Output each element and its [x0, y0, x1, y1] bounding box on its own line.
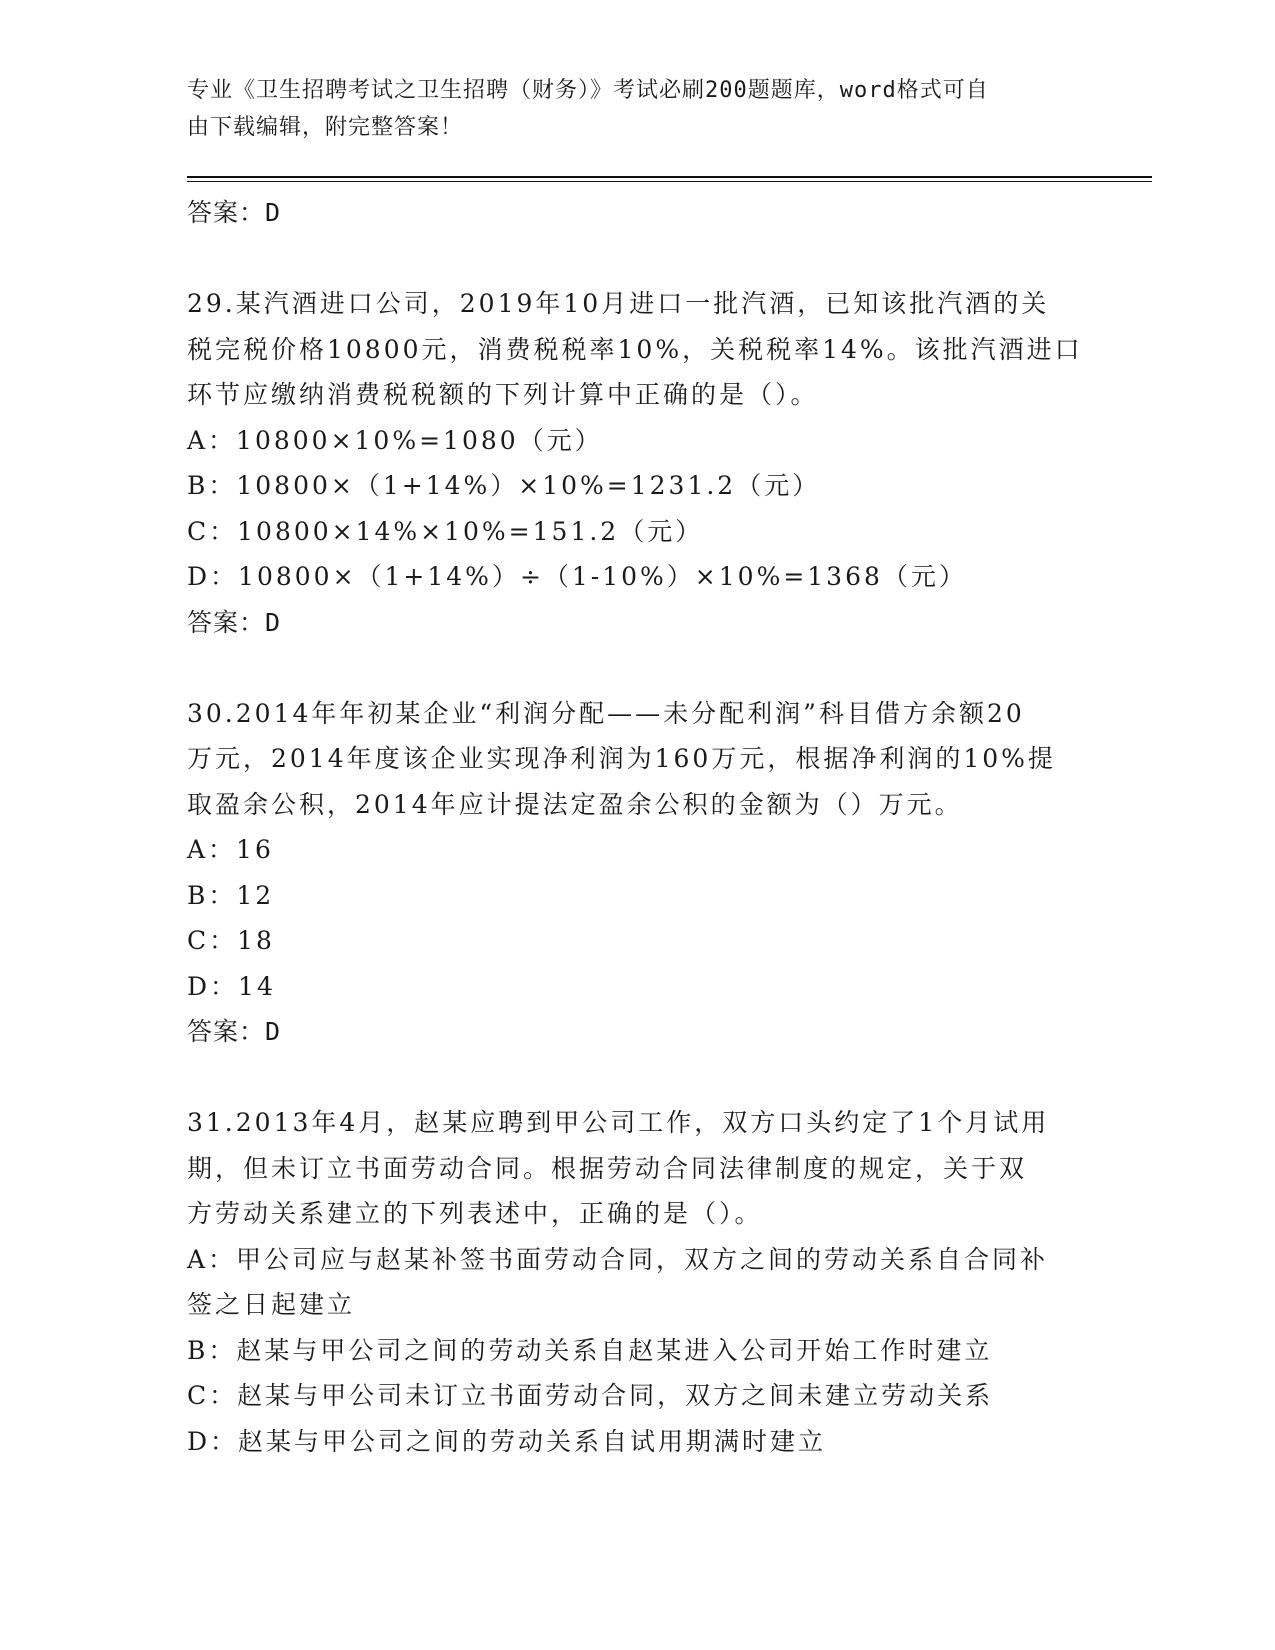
question-30-option-a: A：16 [187, 835, 274, 864]
question-29 [187, 281, 1087, 645]
header-line-2: 由下载编辑，附完整答案！ [187, 115, 464, 140]
question-29-answer: 答案：D [187, 607, 282, 637]
spacer [187, 645, 1087, 691]
question-30-option-b: B：12 [187, 880, 275, 910]
question-31-option-a-2: 签之日起建立 [187, 1290, 356, 1319]
question-30-option-c: C：18 [187, 926, 275, 955]
question-30-option-d: D：14 [187, 971, 276, 1001]
question-29-text-2: 税完税价格10800元，消费税税率10%，关税税率14%。该批汽酒进口 [187, 334, 1083, 364]
question-29-option-d: D：10800×（1+14%）÷（1-10%）×10%=1368（元） [187, 562, 967, 591]
header-rule-thick [187, 176, 1152, 178]
question-31-text-2: 期，但未订立书面劳动合同。根据劳动合同法律制度的规定，关于双 [187, 1153, 1028, 1183]
question-29-text-3: 环节应缴纳消费税税额的下列计算中正确的是（）。 [187, 380, 819, 409]
question-30-text-1: 30.2014年年初某企业“利润分配——未分配利润”科目借方余额20 [187, 698, 1025, 728]
question-31 [187, 1100, 1087, 1464]
header-rule-thin [187, 181, 1152, 182]
question-31-text-1: 31.2013年4月，赵某应聘到甲公司工作，双方口头约定了1个月试用 [187, 1108, 1050, 1137]
question-30-text-2: 万元，2014年度该企业实现净利润为160万元，根据净利润的10%提 [187, 744, 1056, 773]
question-31-option-d: D：赵某与甲公司之间的劳动关系自试用期满时建立 [187, 1426, 827, 1456]
question-31-option-c: C：赵某与甲公司未订立书面劳动合同，双方之间未建立劳动关系 [187, 1381, 994, 1410]
question-31-option-b: B：赵某与甲公司之间的劳动关系自赵某进入公司开始工作时建立 [187, 1335, 993, 1365]
question-29-option-a: A：10800×10%=1080（元） [187, 425, 603, 455]
spacer [187, 1055, 1087, 1101]
question-30 [187, 691, 1087, 1055]
document-header [187, 72, 1077, 146]
question-29-option-c: C：10800×14%×10%=151.2（元） [187, 516, 704, 546]
question-29-option-b: B：10800×（1+14%）×10%=1231.2（元） [187, 471, 821, 500]
question-30-text-3: 取盈余公积，2014年应计提法定盈余公积的金额为（）万元。 [187, 789, 963, 819]
question-31-option-a-1: A：甲公司应与赵某补签书面劳动合同，双方之间的劳动关系自合同补 [187, 1244, 1049, 1274]
spacer [187, 236, 1087, 282]
question-30-answer: 答案：D [187, 1017, 282, 1046]
question-31-text-3: 方劳动关系建立的下列表述中，正确的是（）。 [187, 1199, 763, 1228]
document-body [187, 190, 1087, 1464]
answer-previous: 答案：D [187, 198, 282, 227]
question-29-text-1: 29.某汽酒进口公司，2019年10月进口一批汽酒，已知该批汽酒的关 [187, 289, 1050, 318]
header-line-1: 专业《卫生招聘考试之卫生招聘（财务）》考试必刷200题题库，word格式可自 [187, 78, 989, 103]
